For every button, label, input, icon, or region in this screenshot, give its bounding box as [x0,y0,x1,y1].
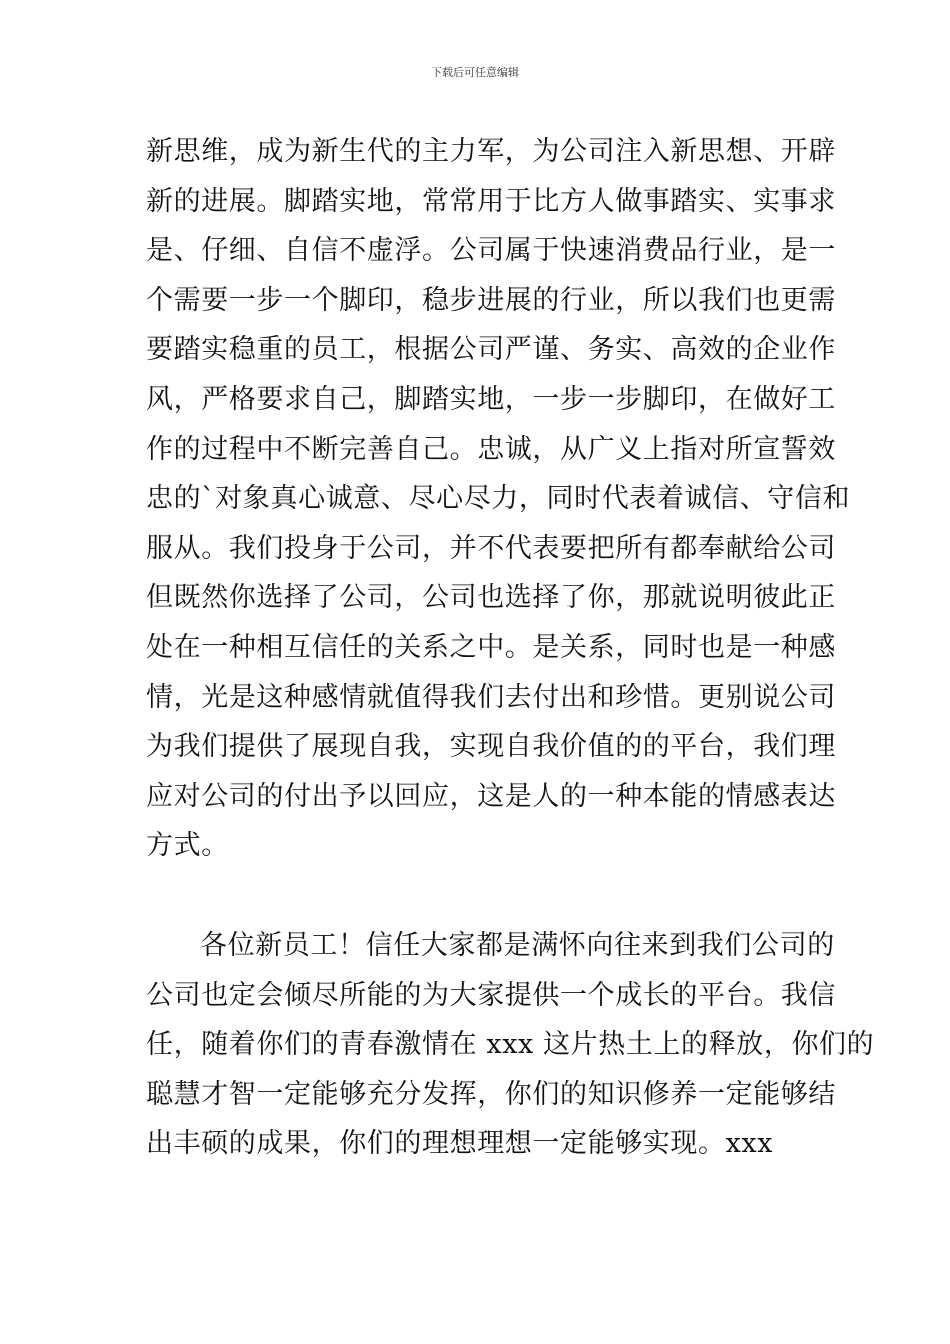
text-line: 风，严格要求自己，脚踏实地，一步一步脚印，在做好工 [146,383,836,415]
text-line: 公司也定会倾尽所能的为大家提供一个成长的平台。我信 [146,979,836,1011]
text-line: 聪慧才智一定能够充分发挥，你们的知识修养一定能够结 [146,1078,836,1110]
page-header: 下载后可任意编辑 [431,66,519,79]
text-line: 但既然你选择了公司，公司也选择了你，那就说明彼此正 [146,582,836,614]
text-line: 为我们提供了展现自我，实现自我价值的的平台，我们理 [146,731,836,763]
text-line: 作的过程中不断完善自己。忠诚，从广义上指对所宣誓效 [146,433,836,465]
text-line: 要踏实稳重的员工，根据公司严谨、务实、高效的企业作 [146,334,836,366]
text-line: 服从。我们投身于公司，并不代表要把所有都奉献给公司 [146,532,836,564]
text-line: 新的进展。脚踏实地，常常用于比方人做事踏实、实事求 [146,185,836,217]
text-line: 方式。 [146,830,229,862]
paragraph-1 [146,127,851,871]
text-line: 个需要一步一个脚印，稳步进展的行业，所以我们也更需 [146,284,836,316]
text-line: 新思维，成为新生代的主力军，为公司注入新思想、开辟 [146,136,836,167]
text-line: 是、仔细、自信不虚浮。公司属于快速消费品行业，是一 [146,235,836,267]
text-line: 应对公司的付出予以回应，这是人的一种本能的情感表达 [146,780,836,812]
paragraph-2 [146,921,875,1169]
text-line: 情，光是这种感情就值得我们去付出和珍惜。更别说公司 [146,681,836,713]
text-line: 出丰硕的成果，你们的理想理想一定能够实现。xxx [146,1128,774,1160]
text-line: 任，随着你们的青春激情在 xxx 这片热土上的释放，你们的 [146,1029,875,1061]
text-line: 处在一种相互信任的关系之中。是关系，同时也是一种感 [146,631,836,663]
text-line: 各位新员工！信任大家都是满怀向往来到我们公司的 [200,930,835,961]
text-line: 忠的`对象真心诚意、尽心尽力，同时代表着诚信、守信和 [146,483,851,515]
